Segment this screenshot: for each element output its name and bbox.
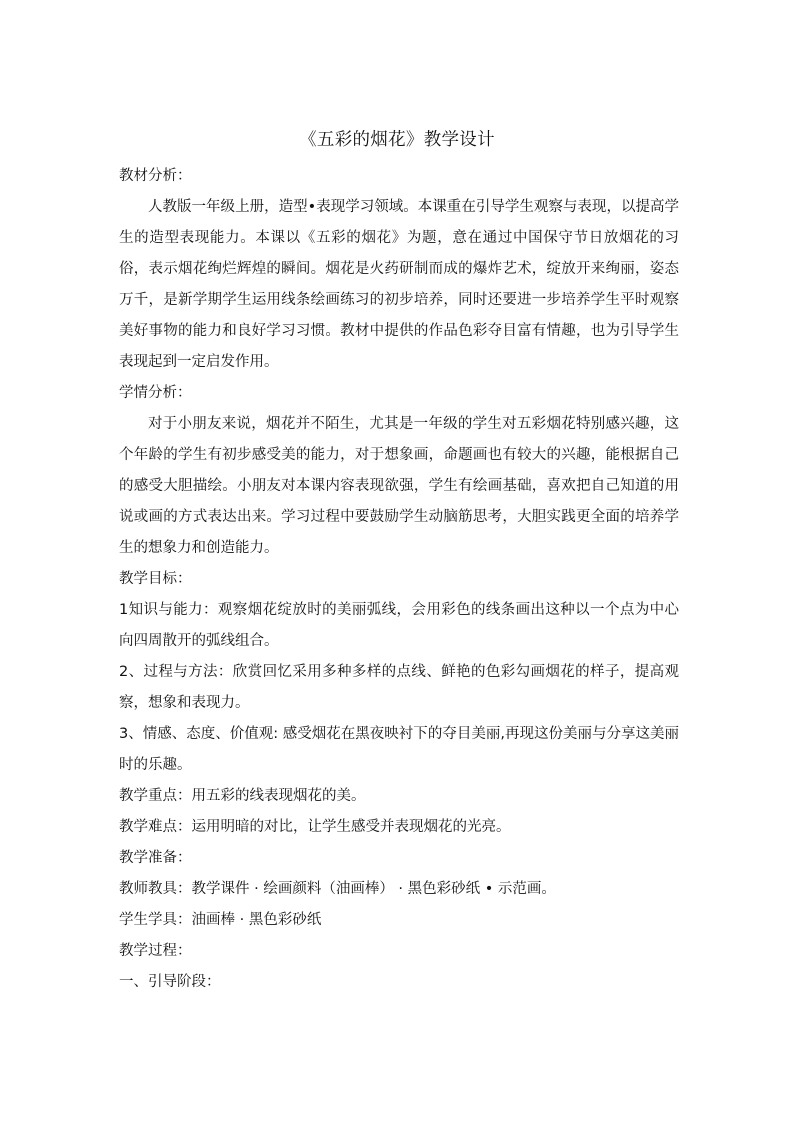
section-heading-student-analysis: 学情分析： (119, 385, 192, 401)
section-heading-preparation: 教学准备： (119, 850, 192, 866)
student-materials: 学生学具：油画棒 · 黑色彩砂纸 (119, 912, 322, 928)
teaching-difficulty: 教学难点：运用明暗的对比，让学生感受并表现烟花的光亮。 (119, 819, 511, 835)
section-heading-process: 教学过程： (119, 943, 192, 959)
section-heading-teaching-goals: 教学目标： (119, 571, 192, 587)
paragraph-student-analysis: 对于小朋友来说，烟花并不陌生，尤其是一年级的学生对五彩烟花特别感兴趣，这个年龄的学生有初步感受美的能力，对于想象画，命题画也有较大的兴趣，能根据自己的感受大胆描绘。小朋友对本课内容表现欲强，学生有绘画基础，喜欢把自己知道的用说或画的方式表达出来。学习过程中要鼓励学生动脑筋思考，大胆实践更全面的培养学生的想象力和创造能力。 (119, 416, 679, 556)
teaching-key-point: 教学重点：用五彩的线表现烟花的美。 (119, 788, 366, 804)
goal-item-knowledge: 1知识与能力：观察烟花绽放时的美丽弧线，会用彩色的线条画出这种以一个点为中心向四周散开的弧线组合。 (119, 602, 679, 649)
process-stage-one: 一、引导阶段： (119, 974, 221, 990)
goal-item-process: 2、过程与方法：欣赏回忆采用多种多样的点线、鲜艳的色彩勾画烟花的样子，提高观察，想象和表现力。 (119, 664, 679, 711)
goal-item-emotion: 3、情感、态度、价值观: 感受烟花在黑夜映衬下的夺目美丽,再现这份美丽与分享这美丽时的乐趣。 (119, 726, 679, 773)
document-body (119, 161, 679, 998)
document-title: 《五彩的烟花》教学设计 (299, 130, 495, 150)
paragraph-textbook-analysis: 人教版一年级上册，造型•表现学习领域。本课重在引导学生观察与表现，以提高学生的造型表现能力。本课以《五彩的烟花》为题，意在通过中国保守节日放烟花的习俗，表示烟花绚烂辉煌的瞬间。烟花是火药研制而成的爆炸艺术，绽放开来绚丽，姿态万千，是新学期学生运用线条绘画练习的初步培养，同时还要进一步培养学生平时观察美好事物的能力和良好学习习惯。教材中提供的作品色彩夺目富有情趣，也为引导学生表现起到一定启发作用。 (119, 199, 679, 370)
teacher-materials: 教师教具：教学课件 · 绘画颜料（油画棒） · 黑色彩砂纸 • 示范画。 (119, 881, 556, 897)
section-heading-textbook-analysis: 教材分析： (119, 168, 192, 184)
